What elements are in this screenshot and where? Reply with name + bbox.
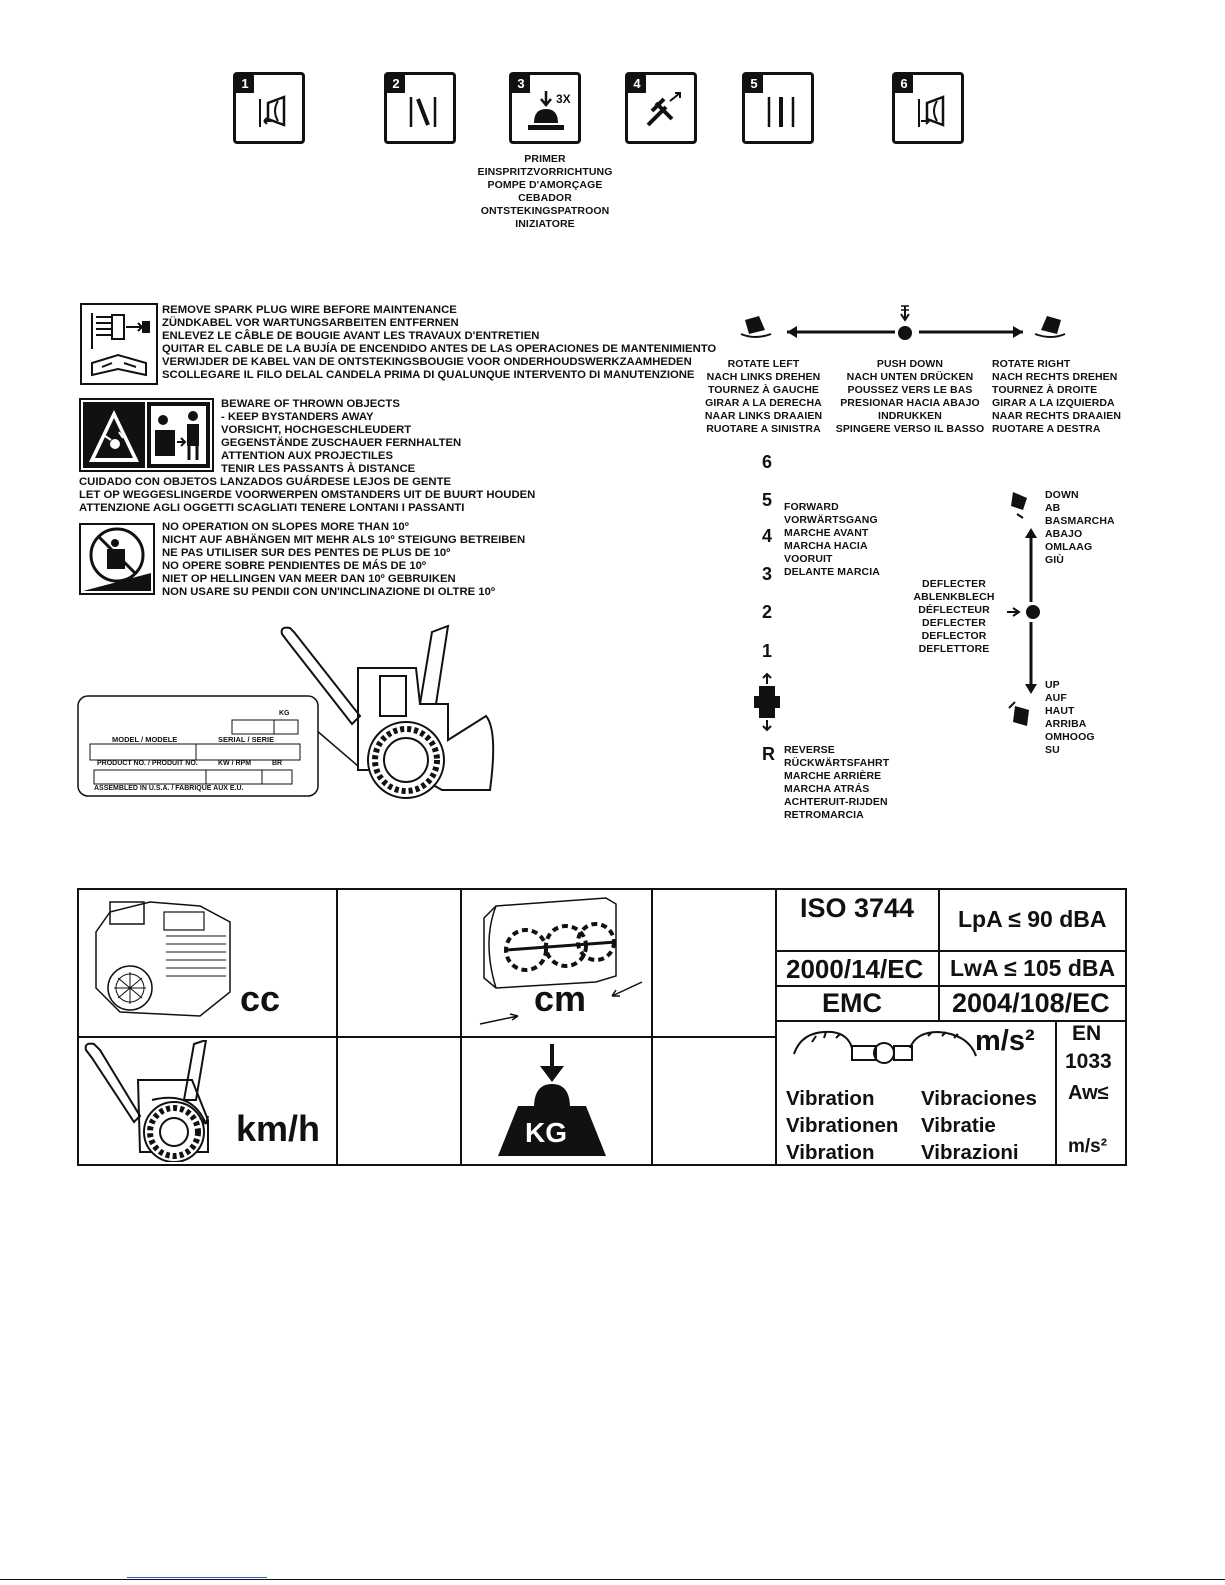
warning-line: NE PAS UTILISER SUR DES PENTES DE PLUS DE 10º: [162, 547, 451, 559]
reverse-label: MARCHE ARRIÈRE: [784, 770, 882, 782]
gear-3: 3: [762, 564, 773, 584]
forward-label: MARCHE AVANT: [784, 527, 869, 539]
warning-line: CUIDADO CON OBJETOS LANZADOS GUÁRDESE LEJOS DE GENTE: [79, 476, 452, 488]
warning-line: BEWARE OF THROWN OBJECTS: [221, 398, 400, 410]
warning-line: GEGENSTÄNDE ZUSCHAUER FERNHALTEN: [221, 437, 462, 449]
down-label: ABAJO: [1045, 528, 1083, 540]
choke-closed-icon: [892, 72, 964, 144]
reverse-label: ACHTERUIT-RIJDEN: [784, 796, 888, 808]
warning-line: ENLEVEZ LE CÂBLE DE BOUGIE AVANT LES TRAVAUX D'ENTRETIEN: [162, 330, 540, 342]
rotate-right-labels: [992, 358, 1132, 436]
engine-cc-label: cc: [240, 978, 281, 1019]
warning-line: NIET OP HELLINGEN VAN MEER DAN 10º GEBRUIKEN: [162, 573, 456, 585]
vibration-labels-right: [921, 1085, 1037, 1166]
gear-4: 4: [762, 526, 773, 546]
ignition-on-icon: [384, 72, 456, 144]
speed-icon: [82, 1040, 232, 1162]
primer-press-icon: [509, 72, 581, 144]
up-labels: [1045, 679, 1095, 757]
deflecter-label: DEFLECTER: [922, 578, 986, 590]
rotate-left-labels: [700, 358, 827, 436]
push-down-label: SPINGERE VERSO IL BASSO: [835, 423, 985, 435]
aw-unit: m/s²: [1068, 1136, 1108, 1157]
icon-number: 5: [745, 75, 763, 93]
primer-label: CEBADOR: [518, 192, 572, 204]
forward-label: MARCHA HACIA: [784, 540, 868, 552]
up-label: OMHOOG: [1045, 731, 1095, 743]
icon-number: 3: [512, 75, 530, 93]
nameplate-kg: KG: [279, 710, 290, 717]
primer-labels: [470, 153, 620, 231]
rotate-left-label: ROTATE LEFT: [727, 358, 800, 370]
auger-cm-label: cm: [534, 978, 587, 1019]
vibration-label: Vibratie: [921, 1114, 996, 1137]
reverse-label: RÜCKWÄRTSFAHRT: [784, 757, 890, 769]
forward-label: VORWÄRTSGANG: [784, 514, 878, 526]
forward-labels: [784, 501, 880, 579]
warning-line: ZÜNDKABEL VOR WARTUNGSARBEITEN ENTFERNEN: [162, 317, 459, 329]
spark-plug-warning: [162, 304, 716, 382]
primer-label: ONTSTEKINGSPATROON: [480, 205, 610, 217]
vibration-label: Vibrationen: [786, 1114, 899, 1137]
primer-label: INIZIATORE: [515, 218, 575, 230]
warning-line: VORSICHT, HOCHGESCHLEUDERT: [221, 424, 412, 436]
nameplate-kw: KW / RPM: [218, 760, 252, 767]
throttle-fast-icon: [625, 72, 697, 144]
deflector-diagram: [1005, 488, 1045, 738]
deflecter-labels: [904, 578, 1004, 656]
forward-label: VOORUIT: [784, 553, 833, 565]
vibration-label: Vibration: [786, 1141, 875, 1164]
vibration-label: Vibrazioni: [921, 1141, 1019, 1164]
rotate-right-label: TOURNEZ À DROITE: [992, 384, 1098, 396]
en-label: EN: [1072, 1022, 1102, 1045]
nameplate-serial: SERIAL / SERIE: [218, 735, 275, 744]
noise-directive: 2000/14/EC: [786, 954, 924, 984]
down-labels: [1045, 489, 1115, 567]
slope-badge: >10º: [83, 579, 104, 590]
push-down-label: INDRUKKEN: [878, 410, 942, 422]
warning-line: QUITAR EL CABLE DE LA BUJÍA DE ENCENDIDO ANTES DE LAS OPERACIONES DE MANTENIMIENTO: [162, 343, 717, 355]
nameplate-br: BR: [272, 760, 283, 767]
slope-warning: [162, 521, 525, 599]
weight-kg-label: KG: [525, 1117, 567, 1148]
reverse-label: MARCHA ATRÁS: [784, 783, 870, 795]
warning-line: ATTENZIONE AGLI OGGETTI SCAGLIATI TENERE LONTANI I PASSANTI: [79, 502, 465, 514]
aw-label: Aw≤: [1068, 1082, 1109, 1104]
icon-number: 4: [628, 75, 646, 93]
warning-line: NO OPERATION ON SLOPES MORE THAN 10º: [162, 521, 409, 533]
icon-number: 1: [236, 75, 254, 93]
push-down-labels: [830, 358, 990, 436]
chute-rotation-diagram: [735, 300, 1075, 350]
down-label: AB: [1045, 502, 1061, 514]
thrown-objects-warning: [221, 398, 461, 476]
slope-warning-icon: [79, 523, 155, 595]
gear-reverse: R: [762, 744, 775, 764]
rotate-left-label: NACH LINKS DREHEN: [706, 371, 821, 383]
warning-line: NO OPERE SOBRE PENDIENTES DE MÁS DE 10º: [162, 560, 427, 572]
en-number: 1033: [1065, 1050, 1112, 1073]
rotate-right-label: NAAR RECHTS DRAAIEN: [992, 410, 1122, 422]
primer-label: EINSPRITZVORRICHTUNG: [477, 166, 613, 178]
down-label: BASMARCHA: [1045, 515, 1115, 527]
reverse-label: REVERSE: [784, 744, 835, 756]
deflecter-label: DEFLETTORE: [918, 643, 990, 655]
rotate-right-label: ROTATE RIGHT: [992, 358, 1071, 370]
rotate-right-label: GIRAR A LA IZQUIERDA: [992, 397, 1115, 409]
primer-label: POMPE D'AMORÇAGE: [487, 179, 603, 191]
nameplate-model: MODEL / MODELE: [112, 735, 178, 744]
maintenance-warning-icon: [80, 303, 158, 385]
emc-label: EMC: [822, 988, 882, 1018]
thrown-objects-warning-icon: [79, 398, 214, 472]
vibration-label: Vibraciones: [921, 1087, 1037, 1110]
warning-line: REMOVE SPARK PLUG WIRE BEFORE MAINTENANCE: [162, 304, 457, 316]
rotate-right-label: NACH RECHTS DREHEN: [992, 371, 1118, 383]
footer-rule: [0, 1579, 1225, 1580]
reverse-label: RETROMARCIA: [784, 809, 864, 821]
rotate-left-label: TOURNEZ À GAUCHE: [707, 384, 820, 396]
up-label: SU: [1045, 744, 1060, 756]
primer-label: PRIMER: [524, 153, 566, 165]
rotate-left-label: GIRAR A LA DERECHA: [705, 397, 822, 409]
lwa-value: LwA ≤ 105 dBA: [950, 955, 1116, 981]
lpa-value: LpA ≤ 90 dBA: [958, 906, 1107, 932]
choke-open-icon: [233, 72, 305, 144]
deflecter-label: ABLENKBLECH: [913, 591, 995, 603]
down-label: DOWN: [1045, 489, 1079, 501]
neutral-shift-icon: [752, 672, 782, 734]
gear-5: 5: [762, 490, 773, 510]
up-label: UP: [1045, 679, 1060, 691]
vibration-label: Vibration: [786, 1087, 875, 1110]
iso-standard: ISO 3744: [800, 893, 915, 923]
speed-kmh-label: km/h: [236, 1108, 321, 1149]
deflecter-label: DEFLECTOR: [921, 630, 987, 642]
warning-line: SCOLLEGARE IL FILO DELAL CANDELA PRIMA DI QUALUNQUE INTERVENTO DI MANUTENZIONE: [162, 369, 695, 381]
reverse-labels: [784, 744, 889, 822]
emc-directive: 2004/108/EC: [952, 988, 1110, 1018]
push-down-label: PUSH DOWN: [876, 358, 944, 370]
up-label: AUF: [1045, 692, 1067, 704]
push-down-label: PRESIONAR HACIA ABAJO: [840, 397, 980, 409]
warning-line: TENIR LES PASSANTS À DISTANCE: [221, 463, 416, 475]
engine-icon: [80, 892, 240, 1032]
footer-link-underline: [127, 1577, 267, 1578]
warning-line: VERWIJDER DE KABEL VAN DE ONTSTEKINGSBOUGIE VOOR ONDERHOUDSWERKZAAMHEDEN: [162, 356, 692, 368]
down-label: OMLAAG: [1045, 541, 1093, 553]
warning-line: LET OP WEGGESLINGERDE VOORWERPEN OMSTANDERS UIT DE BUURT HOUDEN: [79, 489, 536, 501]
down-label: GIÙ: [1045, 554, 1064, 566]
nameplate-product: PRODUCT NO. / PRODUIT NO.: [97, 760, 198, 767]
rotate-left-label: RUOTARE A SINISTRA: [706, 423, 821, 435]
icon-number: 6: [895, 75, 913, 93]
up-label: HAUT: [1045, 705, 1075, 717]
up-label: ARRIBA: [1045, 718, 1087, 730]
snowblower-nameplate-illustration: [76, 620, 506, 800]
deflecter-label: DÉFLECTEUR: [918, 604, 990, 616]
warning-line: ATTENTION AUX PROJECTILES: [221, 450, 393, 462]
vibration-hands-icon: [782, 1024, 982, 1080]
ignition-off-icon: [742, 72, 814, 144]
icon-number: 2: [387, 75, 405, 93]
rotate-right-label: RUOTARE A DESTRA: [992, 423, 1101, 435]
warning-line: - KEEP BYSTANDERS AWAY: [221, 411, 374, 423]
vibration-unit: m/s²: [975, 1025, 1035, 1057]
forward-label: DELANTE MARCIA: [784, 566, 880, 578]
thrown-objects-warning-cont: [79, 476, 535, 515]
nameplate-assembled: ASSEMBLED IN U.S.A. / FABRIQUE AUX E.U.: [94, 785, 244, 792]
rotate-left-label: NAAR LINKS DRAAIEN: [704, 410, 823, 422]
svg-text:3X: 3X: [556, 92, 571, 106]
gear-2: 2: [762, 602, 773, 622]
gear-1: 1: [762, 641, 773, 661]
vibration-labels-left: [786, 1085, 898, 1166]
push-down-label: POUSSEZ VERS LE BAS: [847, 384, 973, 396]
deflecter-label: DEFLECTER: [922, 617, 986, 629]
warning-line: NON USARE SU PENDII CON UN'INCLINAZIONE DI OLTRE 10º: [162, 586, 495, 598]
warning-line: NICHT AUF ABHÄNGEN MIT MEHR ALS 10º STEIGUNG BETREIBEN: [162, 534, 526, 546]
forward-label: FORWARD: [784, 501, 839, 513]
push-down-label: NACH UNTEN DRÜCKEN: [846, 371, 974, 383]
gear-6: 6: [762, 452, 773, 472]
